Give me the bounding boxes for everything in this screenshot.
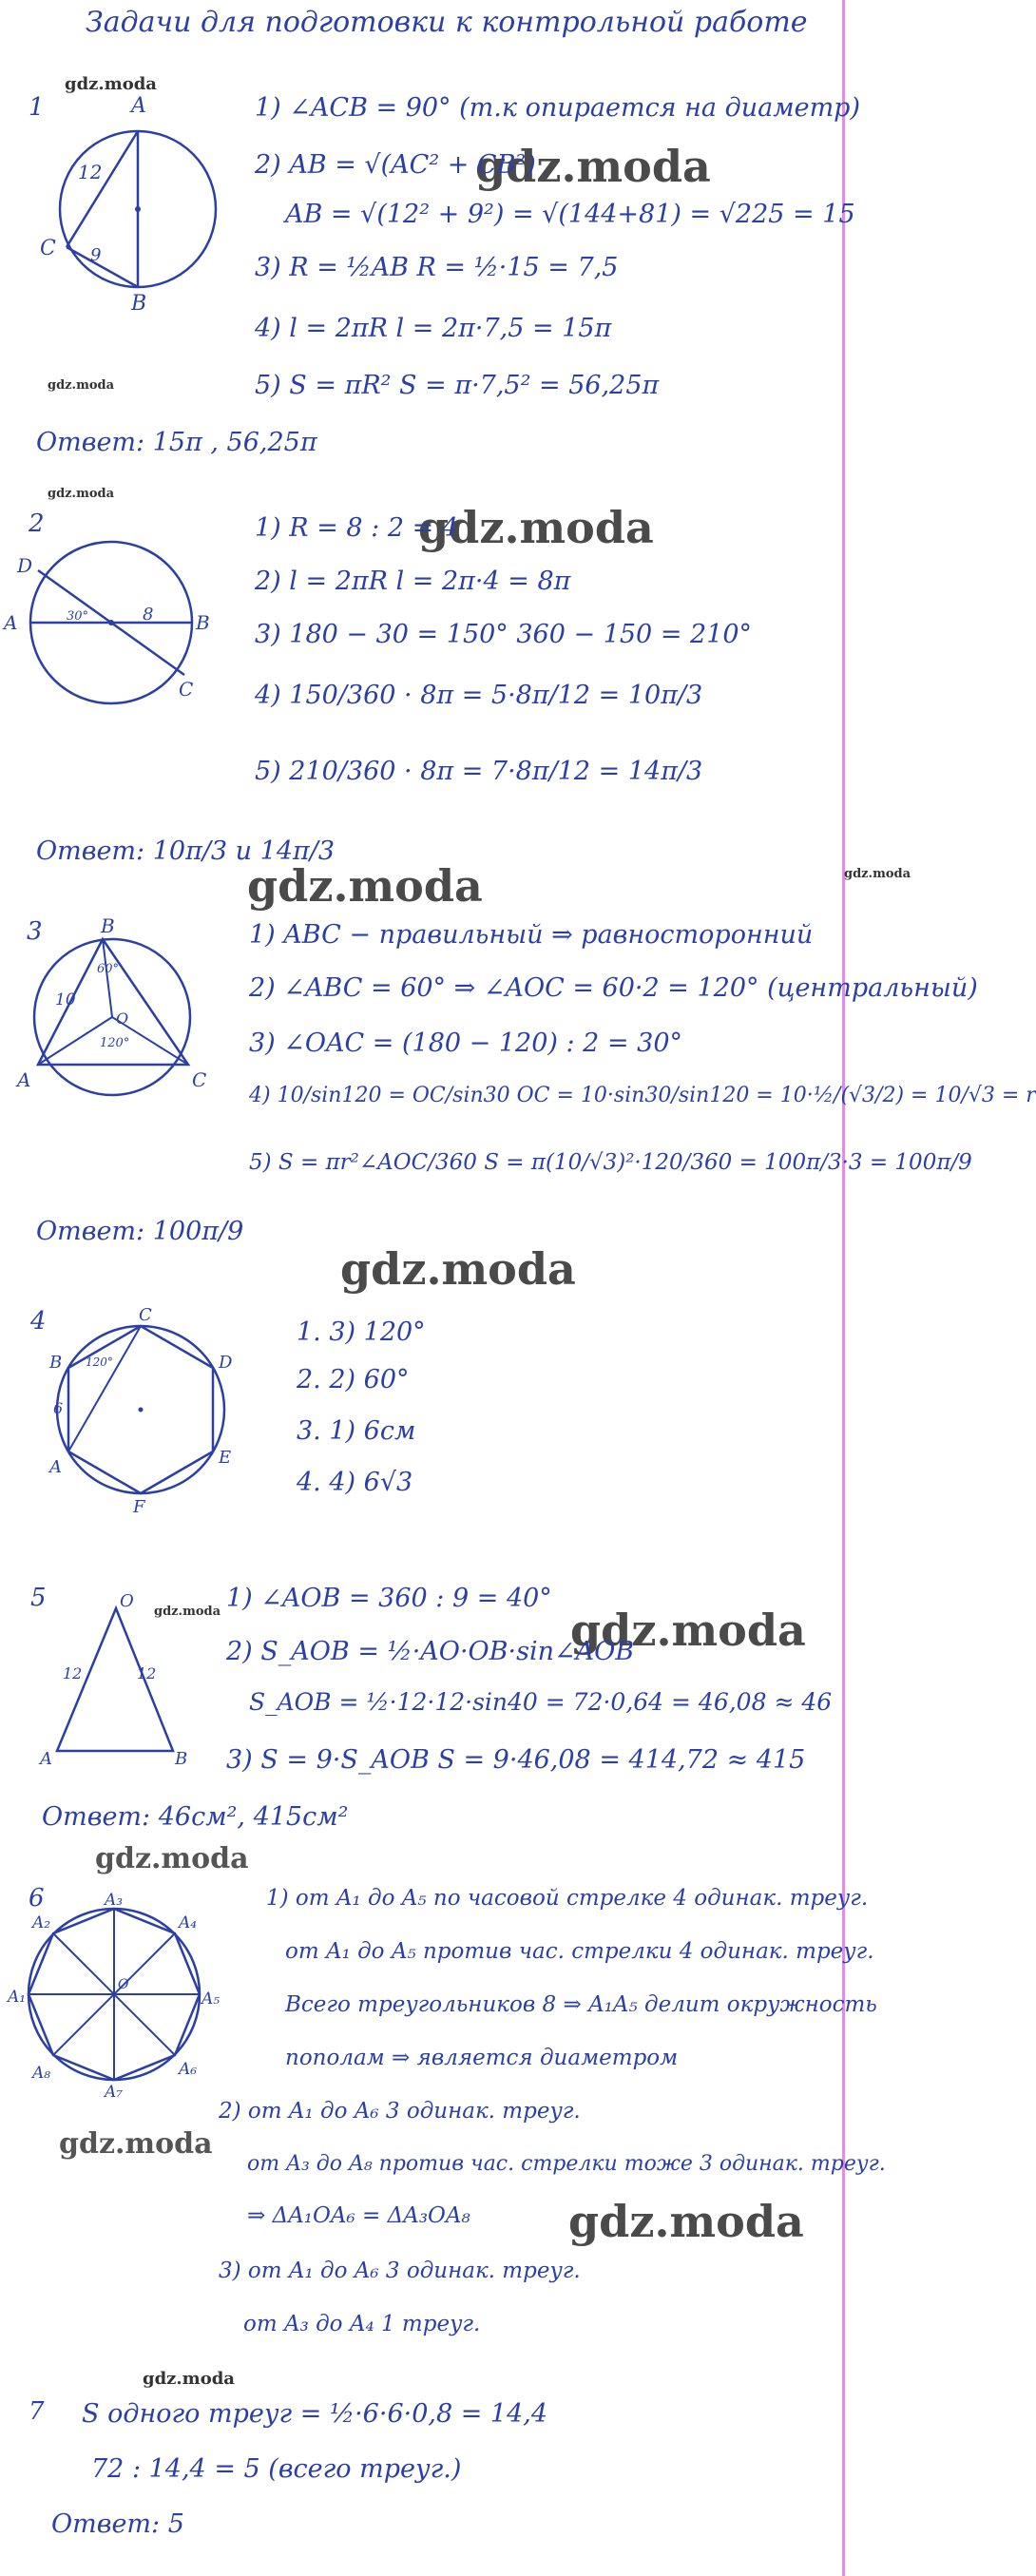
margin-line (842, 0, 845, 2576)
point-label: A₂ (32, 1913, 51, 1932)
solution-line: 3) R = ½AB R = ½·15 = 7,5 (255, 253, 619, 282)
point-label: A (131, 94, 146, 118)
answer-line: 2. 2) 60° (297, 1365, 410, 1394)
angle-label: 120° (86, 1355, 113, 1369)
watermark: gdz.moda (48, 378, 115, 393)
solution-line: 1) ∠ACB = 90° (т.к опирается на диаметр) (255, 93, 860, 123)
point-label: B (196, 611, 210, 634)
page-title: Задачи для подготовки к контрольной работе (86, 6, 808, 39)
solution-line: S_AOB = ½·12·12·sin40 = 72·0,64 = 46,08 ≈ 46 (249, 1688, 833, 1716)
task2-circle-figure (2, 532, 221, 713)
side-label: 10 (55, 990, 76, 1009)
solution-line: от A₃ до A₈ против час. стрелки тоже 3 одинак. треуг. (247, 2152, 886, 2176)
solution-line: 5) 210/360 · 8π = 7·8π/12 = 14π/3 (255, 757, 703, 786)
solution-line: 3) S = 9·S_AOB S = 9·46,08 = 414,72 ≈ 415 (226, 1745, 806, 1775)
watermark: gdz.moda (844, 867, 911, 881)
point-label: A (4, 611, 18, 634)
watermark: gdz.moda (340, 1243, 576, 1295)
solution-line: 5) S = πr²∠AOC/360 S = π(10/√3)²·120/360 = 100π/3·3 = 100π/9 (249, 1150, 972, 1175)
point-label: C (179, 678, 194, 701)
solution-line: 3) ∠OAC = (180 − 120) : 2 = 30° (249, 1028, 683, 1058)
point-label: O (116, 1009, 129, 1028)
watermark: gdz.moda (143, 2369, 235, 2389)
solution-line: Всего треугольников 8 ⇒ A₁A₅ делит окружность (285, 1992, 877, 2017)
solution-line: 3) 180 − 30 = 150° 360 − 150 = 210° (255, 620, 753, 649)
solution-line: 1) от A₁ до A₅ по часовой стрелке 4 одинак. треуг. (266, 1886, 869, 1911)
task4-hexagon-figure (38, 1305, 247, 1517)
point-label: O (118, 1977, 129, 1992)
side-label: 12 (63, 1664, 83, 1682)
side-label: 8 (143, 605, 154, 625)
point-label: D (219, 1353, 233, 1373)
watermark: gdz.moda (570, 1605, 806, 1656)
solution-line: пополам ⇒ является диаметром (285, 2046, 679, 2070)
point-label: D (17, 554, 33, 577)
point-label: A (49, 1457, 62, 1477)
point-label: C (139, 1305, 152, 1325)
watermark: gdz.moda (475, 141, 711, 192)
solution-line: 3) от A₁ до A₆ 3 одинак. треуг. (219, 2259, 581, 2283)
solution-line: 2) от A₁ до A₆ 3 одинак. треуг. (219, 2099, 581, 2124)
side-label: 6 (53, 1399, 64, 1417)
side-label: 9 (90, 245, 102, 265)
watermark: gdz.moda (154, 1605, 221, 1619)
point-label: A₄ (179, 1913, 198, 1932)
solution-line: 1) ABC − правильный ⇒ равносторонний (249, 920, 814, 950)
point-label: C (192, 1068, 207, 1091)
watermark: gdz.moda (65, 74, 157, 94)
side-label: 12 (78, 161, 103, 183)
solution-line: 2) l = 2πR l = 2π·4 = 8π (255, 567, 571, 596)
watermark: gdz.moda (48, 487, 115, 501)
point-label: B (131, 292, 147, 316)
task-number: 7 (29, 2397, 45, 2426)
answer-line: 3. 1) 6см (297, 1416, 416, 1446)
answer: Ответ: 100π/9 (36, 1217, 244, 1246)
task-number: 5 (30, 1584, 47, 1612)
point-label: A₆ (179, 2060, 198, 2079)
point-label: A₁ (8, 1988, 27, 2007)
solution-line: 5) S = πR² S = π·7,5² = 56,25π (255, 371, 660, 400)
point-label: A (17, 1068, 31, 1091)
solution-line: 4) 150/360 · 8π = 5·8π/12 = 10π/3 (255, 681, 703, 710)
task-number: 6 (29, 1884, 45, 1913)
solution-line: от A₃ до A₄ 1 треуг. (243, 2312, 481, 2336)
watermark: gdz.moda (95, 1842, 249, 1875)
point-label: A₅ (201, 1990, 221, 2009)
solution-line: 2) AB = √(AC² + CB²) (255, 150, 536, 180)
point-label: A₈ (32, 2064, 51, 2083)
answer: Ответ: 46см², 415см² (42, 1802, 349, 1832)
watermark: gdz.moda (568, 2196, 804, 2247)
task5-triangle-figure (38, 1587, 200, 1768)
point-label: B (101, 914, 115, 937)
angle-label: 60° (97, 962, 120, 976)
solution-line: от A₁ до A₅ против час. стрелки 4 одинак. треуг. (285, 1939, 874, 1964)
point-label: B (49, 1353, 63, 1373)
side-label: 12 (137, 1664, 157, 1682)
point-label: A (40, 1749, 52, 1769)
task1-circle-figure (38, 95, 238, 314)
point-label: C (40, 237, 56, 260)
solution-line: 1) R = 8 : 2 = 4 (255, 513, 458, 543)
solution-line: ⇒ ΔA₁OA₆ = ΔA₃OA₈ (247, 2203, 470, 2228)
solution-line: AB = √(12² + 9²) = √(144+81) = √225 = 15 (285, 200, 855, 229)
point-label: E (219, 1448, 232, 1468)
point-label: B (175, 1749, 188, 1769)
task-number: 4 (30, 1307, 47, 1336)
answer: Ответ: 10π/3 и 14π/3 (36, 836, 336, 866)
answer: Ответ: 15π , 56,25π (36, 428, 317, 457)
task-number: 2 (29, 509, 45, 538)
task-number: 1 (29, 93, 45, 122)
answer-line: 4. 4) 6√3 (297, 1468, 413, 1497)
point-label: F (133, 1497, 145, 1517)
task6-octagon-figure (0, 1892, 228, 2101)
angle-label: 30° (67, 609, 89, 624)
watermark: gdz.moda (247, 860, 483, 912)
solution-line: 2) S_AOB = ½·AO·OB·sin∠AOB (226, 1637, 635, 1666)
point-label: A₃ (105, 1891, 124, 1910)
solution-line: 72 : 14,4 = 5 (всего треуг.) (91, 2454, 462, 2484)
solution-line: 4) l = 2πR l = 2π·7,5 = 15π (255, 314, 612, 343)
answer-line: 1. 3) 120° (297, 1317, 426, 1347)
solution-line: 4) 10/sin120 = OC/sin30 OC = 10·sin30/sin120 = 10·½/(√3/2) = 10/√3 = r (249, 1084, 1036, 1107)
task-number: 3 (27, 917, 43, 946)
watermark: gdz.moda (418, 502, 654, 553)
solution-line: S одного треуг = ½·6·6·0,8 = 14,4 (82, 2399, 548, 2429)
solution-line: 2) ∠ABC = 60° ⇒ ∠AOC = 60·2 = 120° (центральный) (249, 973, 978, 1003)
solution-line: 1) ∠AOB = 360 : 9 = 40° (226, 1584, 552, 1613)
task3-triangle-figure (10, 914, 219, 1107)
answer: Ответ: 5 (51, 2509, 184, 2539)
watermark: gdz.moda (59, 2127, 213, 2161)
angle-label: 120° (100, 1036, 130, 1050)
point-label: A₇ (105, 2083, 124, 2102)
point-label: O (120, 1591, 134, 1611)
